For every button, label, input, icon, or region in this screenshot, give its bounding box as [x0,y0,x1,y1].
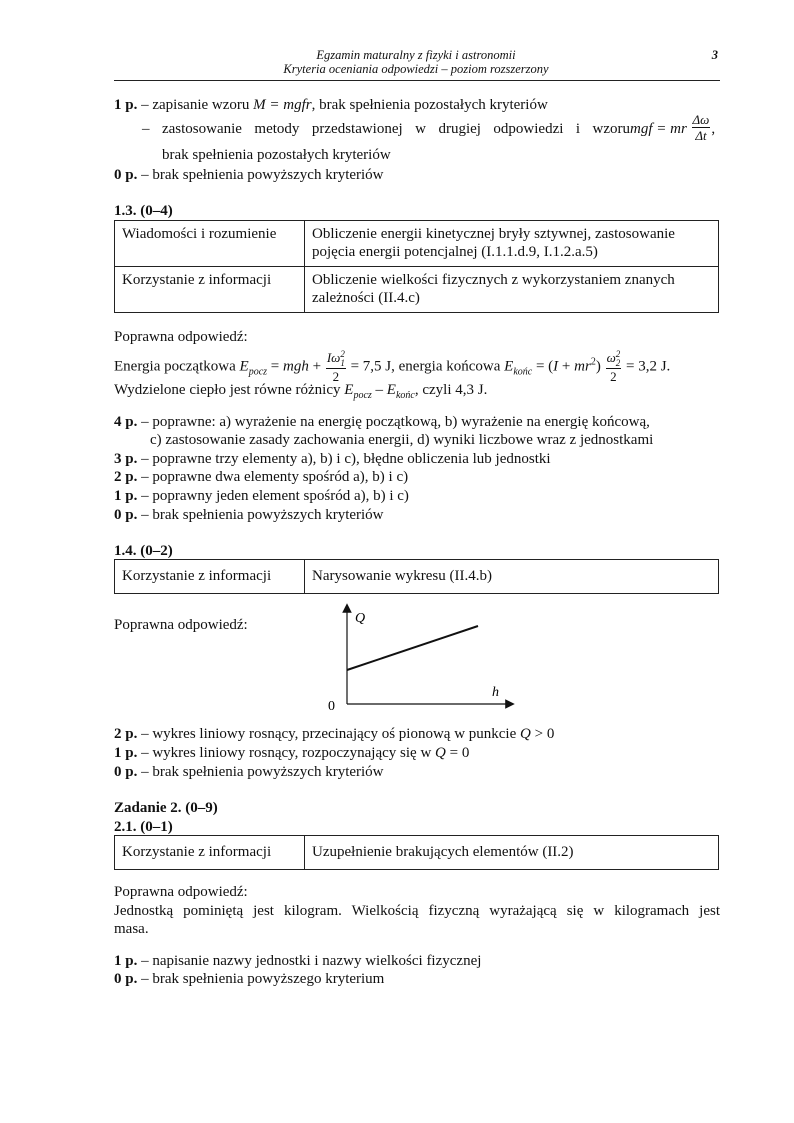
subscript: pocz [353,390,372,401]
equation-text: + [308,358,325,375]
criterion-text: = 0 [445,745,470,761]
graph-line [347,626,478,670]
table-row [115,836,719,870]
symbol: E [239,358,249,375]
fraction [692,112,711,143]
task-title-2: Zadanie 2. (0–9) [114,800,218,816]
answer-label: Poprawna odpowiedź: [114,884,248,900]
requirements-table-1-4 [114,559,719,594]
fraction-numerator: Δω [692,112,710,127]
symbol: Q [435,745,446,761]
criterion-text: – napisanie nazwy jednostki i nazwy wielkości fizycznej [137,953,482,969]
answer-text-cont: masa. [114,921,149,937]
header-rule [114,80,720,81]
criterion-text: – zapisanie wzoru [137,97,254,113]
points-label: 0 p. [114,507,138,523]
formula: M = mgfr [253,97,312,113]
answer-label: Poprawna odpowiedź: [114,329,248,345]
criterion-0p [114,506,720,524]
points-label: 1 p. [114,745,138,761]
table-cell: Wiadomości i rozumienie [115,221,305,267]
symbol: E [386,382,396,398]
criterion-text: – poprawny jeden element spośród a), b) i c) [137,488,409,504]
criterion-0p [114,970,720,988]
criterion-text: – poprawne dwa elementy spośród a), b) i c) [137,469,409,485]
points-label: 0 p. [114,764,138,780]
section-title-2-1: 2.1. (0–1) [114,819,173,835]
fraction-denominator: 2 [332,369,340,385]
statement-text: – [371,382,387,398]
points-label: 2 p. [114,726,138,742]
points-label: 0 p. [114,971,138,987]
criterion-2p [114,725,720,743]
criterion-4p-cont: c) zastosowanie zasady zachowania energii, d) wyniki liczbowe wraz z jednostkami [150,432,654,448]
equation-text: Energia początkowa [114,358,240,375]
criterion-1p [114,952,720,970]
symbol: E [344,382,354,398]
points-label: 1 p. [114,953,138,969]
answer-label: Poprawna odpowiedź: [114,617,248,633]
table-cell: Uzupełnienie brakujących elementów (II.2) [305,836,719,870]
superscript: 2 [590,356,596,368]
criterion-text: – brak spełnienia powyższych kryteriów [137,764,384,780]
page-header [114,48,718,76]
points-label: 1 p. [114,488,138,504]
subscript: końc [395,390,415,401]
graph-q-vs-h [320,600,520,720]
points-label: 3 p. [114,451,138,467]
criterion-text: , brak spełnienia pozostałych kryteriów [311,97,548,113]
symbol: E [504,358,514,375]
fraction-numerator [326,350,346,369]
criterion-text: – wykres liniowy rosnący, przecinający oś pionową w punkcie [137,726,521,742]
header-line-2: Kryteria oceniania odpowiedzi – poziom rozszerzony [283,62,549,76]
criterion-1p [114,744,720,762]
subscript: pocz [248,366,268,378]
superscript: 2 [615,349,621,360]
numerator-text: Iω [326,350,341,365]
table-cell: Korzystanie z informacji [115,560,305,594]
header-line-1: Egzamin maturalny z fizyki i astronomii [316,48,516,62]
subscript: końc [513,366,533,378]
symbol: mgh [283,358,309,375]
requirements-table-2-1 [114,835,719,870]
superscript: 2 [340,349,345,360]
page-number: 3 [711,48,718,62]
table-cell: Korzystanie z informacji [115,836,305,870]
criterion-4p [114,413,720,431]
criterion-1p [114,487,720,505]
formula: mgf = mr [630,120,687,137]
equation-text: ) [595,358,601,375]
table-cell: Narysowanie wykresu (II.4.b) [305,560,719,594]
criterion-text: – brak spełnienia powyższego kryterium [137,971,385,987]
subscript: 1 [340,358,345,369]
points-label: 1 p. [114,97,138,113]
table-cell: Obliczenie energii kinetycznej bryły sztywnej, zastosowanie pojęcia energii potencjalnej (I.1.1.d.9, I.1.2.a.5) [305,221,719,267]
criterion-text: – wykres liniowy rosnący, rozpoczynający się w [137,745,436,761]
table-row [115,560,719,594]
fraction [326,350,346,384]
criterion-3p [114,450,720,468]
points-label: 0 p. [114,167,138,183]
fraction [606,350,622,384]
table-row [115,221,719,267]
criterion-text: > 0 [530,726,555,742]
numerator-text: ω [606,350,616,365]
requirements-table-1-3 [114,220,719,313]
criterion-text: – poprawne trzy elementy a), b) i c), błędne obliczenia lub jednostki [137,451,551,467]
criterion-0p [114,763,720,781]
points-label: 4 p. [114,414,138,430]
symbol: mr [574,358,591,375]
fraction-numerator [606,350,622,369]
subscript: 2 [615,358,621,369]
equation-text: = 7,5 J, energia końcowa [346,358,505,375]
criterion-text: – brak spełnienia powyższych kryteriów [137,167,384,183]
origin-label: 0 [328,699,335,714]
equation-text: = [267,358,283,375]
criterion-text: – poprawne: a) wyrażenie na energię początkową, b) wyrażenie na energię końcową, [137,414,650,430]
table-cell: Korzystanie z informacji [115,267,305,313]
criterion-2p [114,468,720,486]
fraction-denominator: 2 [610,369,617,385]
x-axis-label: h [492,685,499,700]
criterion-1p-alt [142,112,720,143]
symbol: I [553,358,559,375]
fraction-denominator: Δt [695,128,707,143]
criterion-1p-alt-cont: brak spełnienia pozostałych kryteriów [162,147,391,163]
criterion-0p [114,166,720,184]
y-axis-label: Q [355,611,366,626]
symbol: Q [520,726,531,742]
points-label: 2 p. [114,469,138,485]
section-title-1-3: 1.3. (0–4) [114,203,173,219]
punctuation: , [711,120,716,137]
criterion-text: – brak spełnienia powyższych kryteriów [137,507,384,523]
answer-text: Jednostką pominiętą jest kilogram. Wielkością fizyczną wyrażającą się w kilogramach jest [114,903,720,919]
equation-text: = 3,2 J. [622,358,671,375]
criterion-text: – zastosowanie metody przedstawionej w drugiej odpowiedzi i wzoru [142,120,630,137]
section-title-1-4: 1.4. (0–2) [114,543,173,559]
table-row [115,267,719,313]
energy-equation [114,350,720,384]
heat-statement [114,381,720,399]
equation-text: = ( [532,358,554,375]
criterion-1p [114,96,720,114]
statement-text: Wydzielone ciepło jest równe różnicy [114,382,345,398]
equation-text: + [558,358,575,375]
table-cell: Obliczenie wielkości fizycznych z wykorzystaniem znanych zależności (II.4.c) [305,267,719,313]
statement-text: , czyli 4,3 J. [414,382,488,398]
